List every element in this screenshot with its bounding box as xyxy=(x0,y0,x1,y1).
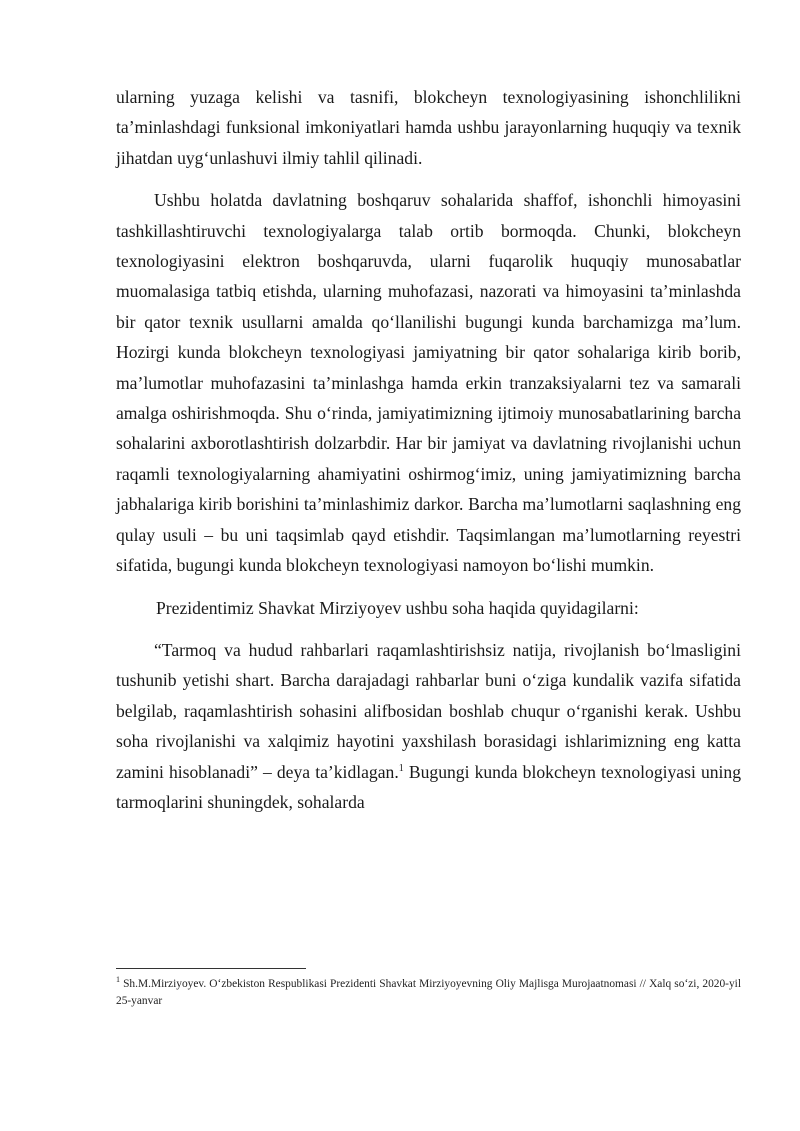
document-body xyxy=(116,82,741,817)
footnote xyxy=(116,976,741,1010)
paragraph-continuation: ularning yuzaga kelishi va tasnifi, blokcheyn texnologiyasining ishonchlilikni ta’minlashdagi funksional imkoniyatlari hamda ushbu jarayonlarning huquqiy va texnik jihatdan uyg‘unlashuvi ilmiy tahlil qilinadi. xyxy=(116,87,741,168)
footnote-marker: 1 xyxy=(116,975,120,985)
quote-text: “Tarmoq va hudud rahbarlari raqamlashtirishsiz natija, rivojlanish bo‘lmasligini tushunib yetishi shart. Barcha darajadagi rahbarlar buni o‘ziga kundalik vazifa sifatida belgilab, raqamlashtirish sohasini alifbosidan boshlab chuqur o‘rganishi kerak. Ushbu soha rivojlanishi va xalqimiz hayotini yaxshilash borasidagi ishlarimizning eng katta zamini hisoblanadi” – deya ta’kidlagan. xyxy=(116,639,741,782)
footnote-reference: 1 xyxy=(398,762,404,774)
paragraph-blockchain-governance: Ushbu holatda davlatning boshqaruv sohalarida shaffof, ishonchli himoyasini tashkillashtiruvchi texnologiyalarga talab ortib bormoqda. Chunki, blokcheyn texnologiyasini elektron boshqaruvda, ularni fuqarolik huquqiy munosabatlar muomalasiga tatbiq etishda, ularning muhofazasi, nazorati va himoyasini ta’minlashda bir qator texnik usullarni amalda qo‘llanilishi bugungi kunda barchamizga ma’lum. Hozirgi kunda blokcheyn texnologiyasi jamiyatning bir qator sohalariga kirib borib, ma’lumotlar muhofazasini ta’minlashga hamda erkin tranzaksiyalarni tez va samarali amalga oshirishmoqda. Shu o‘rinda, jamiyatimizning ijtimoiy munosabatlarining barcha sohalarini axborotlashtirish dolzarbdir. Har bir jamiyat va davlatning rivojlanishi uchun raqamli texnologiyalarning ahamiyatini oshirmog‘imiz, uning jamiyatimizning barcha jabhalariga kirib borishini ta’minlashimiz darkor. Barcha ma’lumotlarni saqlashning eng qulay usuli – bu uni taqsimlab qayd etishdir. Taqsimlangan ma’lumotlarning reyestri sifatida, bugungi kunda blokcheyn texnologiyasi namoyon bo‘lishi mumkin. xyxy=(116,190,741,576)
footnote-text: Sh.M.Mirziyoyev. O‘zbekiston Respublikasi Prezidenti Shavkat Mirziyoyevning Oliy Majlisga Murojaatnomasi // Xalq so‘zi, 2020-yil 25-yanvar xyxy=(116,978,741,1007)
quote-continuation: Bugungi kunda blokcheyn texnologiyasi uning tarmoqlarini shuningdek, sohalarda xyxy=(116,761,742,812)
paragraph-president-quote xyxy=(116,635,741,817)
paragraph-president-intro: Prezidentimiz Shavkat Mirziyoyev ushbu soha haqida quyidagilarni: xyxy=(156,597,639,618)
footnote-divider xyxy=(116,968,306,969)
